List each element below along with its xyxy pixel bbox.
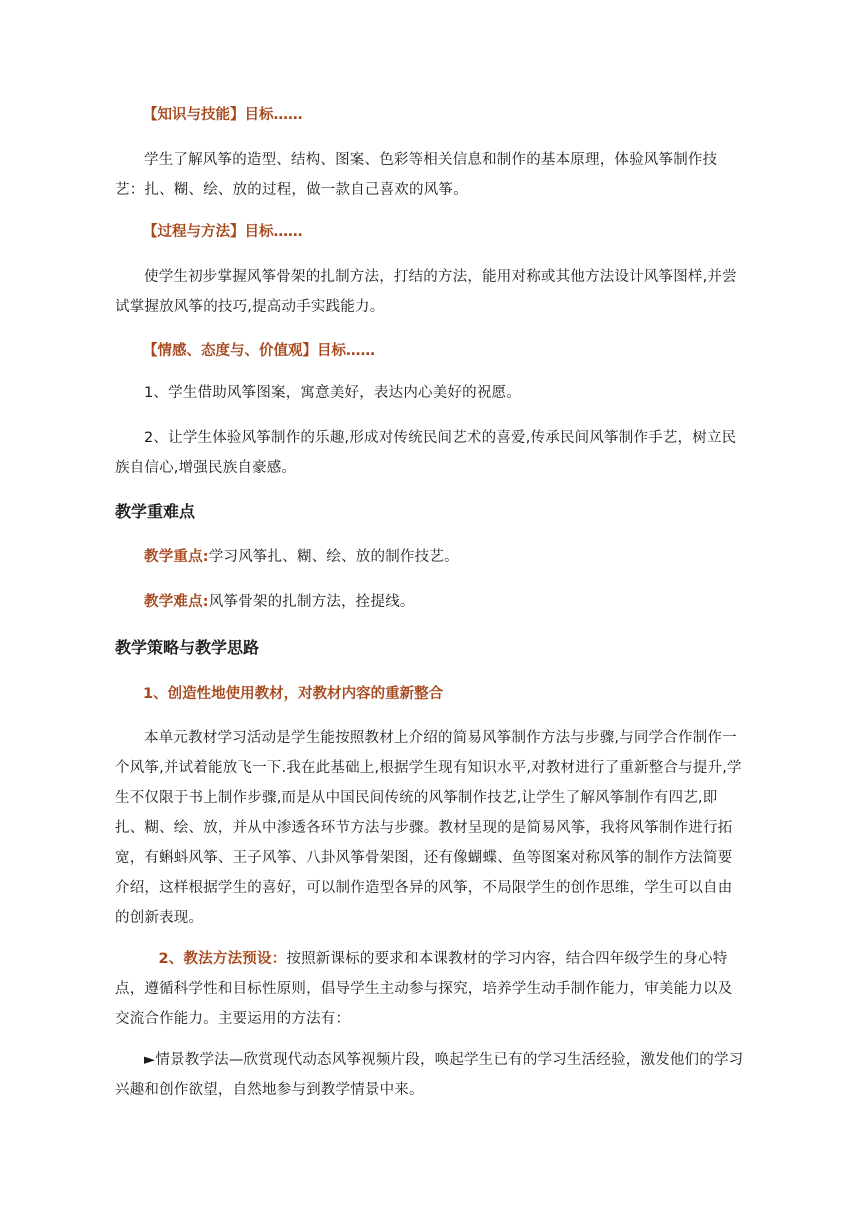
strategy-title — [115, 636, 745, 660]
key-points-title — [115, 500, 745, 524]
method-1-paragraph — [115, 1045, 745, 1105]
process-objective-heading — [115, 220, 745, 244]
process-heading-text: 【过程与方法】目标…… — [143, 224, 303, 240]
method-1-text: ►情景教学法—欣赏现代动态风筝视频片段，唤起学生已有的学习生活经验，激发他们的学习兴趣和创作欲望，自然地参与到教学情景中来。 — [115, 1052, 744, 1098]
sub2-label: 2、教法方法预设： — [158, 951, 287, 967]
emotion-item-2-text: 2、让学生体验风筝制作的乐趣,形成对传统民间艺术的喜爱,传承民间风筝制作手艺，树立民族自信心,增强民族自豪感。 — [115, 430, 737, 476]
teaching-difficulty — [115, 587, 745, 617]
strategy-title-text: 教学策略与教学思路 — [115, 638, 260, 657]
sub2-text: 按照新课标的要求和本课教材的学习内容，结合四年级学生的身心特点，遵循科学性和目标性原则，倡导学生主动参与探究，培养学生动手制作能力，审美能力以及交流合作能力。主要运用的方法有： — [115, 951, 733, 1027]
emotion-item-1-text: 1、学生借助风筝图案，寓意美好，表达内心美好的祝愿。 — [144, 385, 521, 401]
key-points-title-text: 教学重难点 — [115, 502, 196, 521]
strategy-sub2-paragraph — [115, 944, 745, 1034]
process-objective-paragraph — [115, 262, 745, 322]
difficulty-label: 教学难点: — [144, 594, 209, 610]
teaching-focus — [115, 542, 745, 572]
emotion-item-2 — [115, 423, 745, 483]
emotion-heading-text: 【情感、态度与、价值观】目标…… — [143, 343, 375, 359]
strategy-sub1-paragraph — [115, 723, 745, 933]
strategy-sub1-text: 本单元教材学习活动是学生能按照教材上介绍的简易风筝制作方法与步骤,与同学合作制作一个风筝,并试着能放飞一下.我在此基础上,根据学生现有知识水平,对教材进行了重新整合与提升,学生不仅限于书上制作步骤,而是从中国民间传统的风筝制作技艺,让学生了解风筝制作有四艺,即扎、糊、绘、放，并从中渗透各环节方法与步骤。教材呈现的是简易风筝，我将风筝制作进行拓宽，有蝌蚪风筝、王子风筝、八卦风筝骨架图，还有像蝴蝶、鱼等图案对称风筝的制作方法简要介绍，这样根据学生的喜好，可以制作造型各异的风筝，不局限学生的创作思维，学生可以自由的创新表现。 — [115, 730, 742, 926]
strategy-sub1-heading — [115, 682, 745, 706]
focus-label: 教学重点: — [144, 549, 209, 565]
difficulty-text: 风筝骨架的扎制方法，拴提线。 — [208, 594, 415, 610]
knowledge-objective-paragraph — [115, 145, 745, 205]
emotion-item-1 — [115, 378, 745, 408]
knowledge-text: 学生了解风筝的造型、结构、图案、色彩等相关信息和制作的基本原理，体验风筝制作技艺：扎、糊、绘、放的过程，做一款自己喜欢的风筝。 — [115, 152, 718, 198]
process-text: 使学生初步掌握风筝骨架的扎制方法，打结的方法，能用对称或其他方法设计风筝图样,并尝试掌握放风筝的技巧,提高动手实践能力。 — [115, 269, 737, 315]
knowledge-heading-text: 【知识与技能】目标…… — [143, 107, 303, 123]
emotion-objective-heading — [115, 339, 745, 363]
strategy-sub1-heading-text: 1、创造性地使用教材，对教材内容的重新整合 — [143, 686, 444, 702]
knowledge-objective-heading — [115, 103, 745, 127]
focus-text: 学习风筝扎、糊、绘、放的制作技艺。 — [208, 549, 459, 565]
